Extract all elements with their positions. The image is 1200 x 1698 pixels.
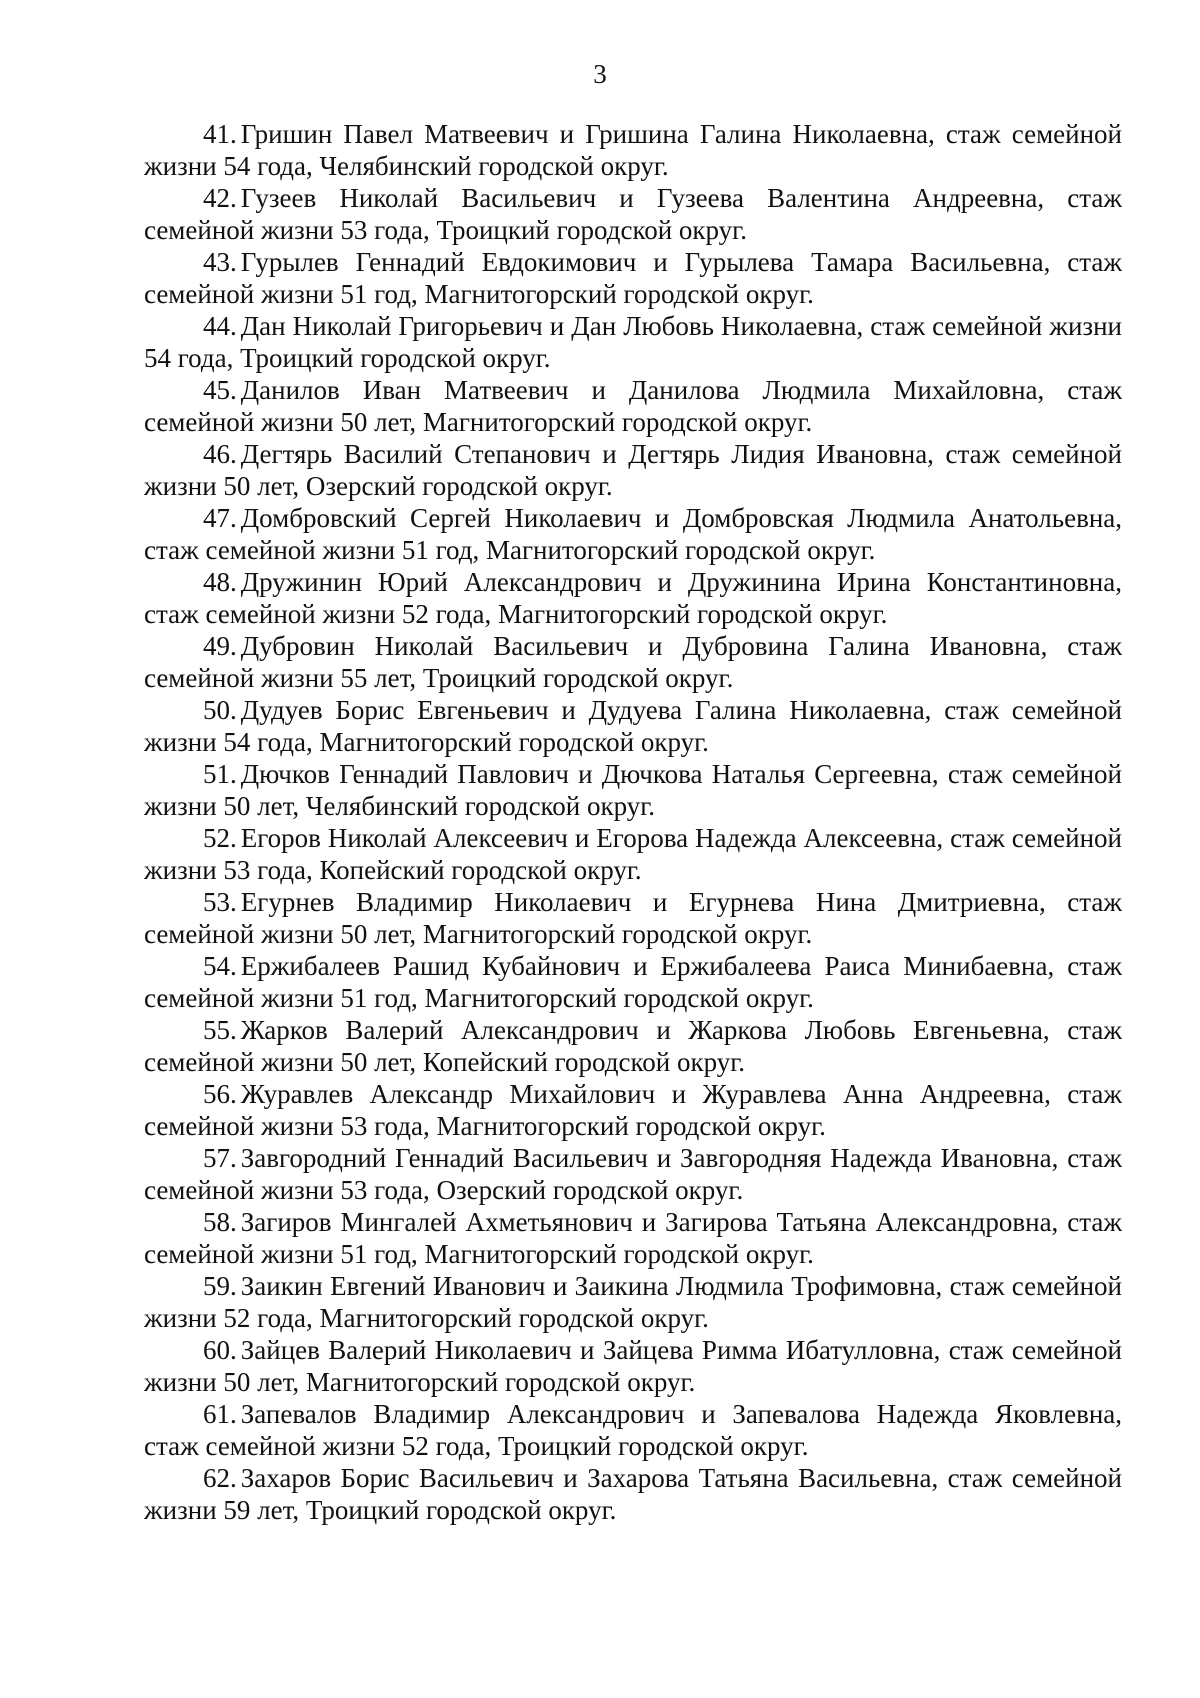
entry-number: 49. — [203, 631, 237, 661]
entry-number: 52. — [203, 823, 237, 853]
list-item — [144, 1270, 1122, 1334]
entry-number: 48. — [203, 567, 237, 597]
list-item — [144, 1078, 1122, 1142]
list-item — [144, 438, 1122, 502]
entry-number: 46. — [203, 439, 237, 469]
list-item — [144, 630, 1122, 694]
entry-text: Ержибалеев Рашид Кубайнович и Ержибалеева Раиса Минибаевна, стаж семейной жизни 51 год, Магнитогорский городской округ. — [144, 951, 1122, 1013]
entry-text: Дючков Геннадий Павлович и Дючкова Наталья Сергеевна, стаж семейной жизни 50 лет, Челябинский городской округ. — [144, 759, 1122, 821]
entry-number: 54. — [203, 951, 237, 981]
page-number: 3 — [593, 59, 607, 89]
entry-number: 51. — [203, 759, 237, 789]
entry-number: 56. — [203, 1079, 237, 1109]
entry-text: Жарков Валерий Александрович и Жаркова Любовь Евгеньевна, стаж семейной жизни 50 лет, Копейский городской округ. — [144, 1015, 1122, 1077]
list-item — [144, 1142, 1122, 1206]
entry-text: Егурнев Владимир Николаевич и Егурнева Нина Дмитриевна, стаж семейной жизни 50 лет, Магнитогорский городской округ. — [144, 887, 1122, 949]
entry-text: Захаров Борис Васильевич и Захарова Татьяна Васильевна, стаж семейной жизни 59 лет, Троицкий городской округ. — [144, 1463, 1122, 1525]
entry-number: 58. — [203, 1207, 237, 1237]
entry-text: Дубровин Николай Васильевич и Дубровина Галина Ивановна, стаж семейной жизни 55 лет, Троицкий городской округ. — [144, 631, 1122, 693]
list-item — [144, 118, 1122, 182]
entry-text: Гришин Павел Матвеевич и Гришина Галина Николаевна, стаж семейной жизни 54 года, Челябинский городской округ. — [144, 119, 1122, 181]
entry-number: 47. — [203, 503, 237, 533]
entry-number: 45. — [203, 375, 237, 405]
entry-text: Дегтярь Василий Степанович и Дегтярь Лидия Ивановна, стаж семейной жизни 50 лет, Озерский городской округ. — [144, 439, 1122, 501]
list-item — [144, 502, 1122, 566]
entry-number: 53. — [203, 887, 237, 917]
list-item — [144, 182, 1122, 246]
list-item — [144, 694, 1122, 758]
list-item — [144, 374, 1122, 438]
entry-text: Запевалов Владимир Александрович и Запевалова Надежда Яковлевна, стаж семейной жизни 52 года, Троицкий городской округ. — [144, 1399, 1122, 1461]
list-item — [144, 822, 1122, 886]
entry-number: 62. — [203, 1463, 237, 1493]
entry-number: 57. — [203, 1143, 237, 1173]
list-item — [144, 246, 1122, 310]
entry-number: 59. — [203, 1271, 237, 1301]
entry-text: Дан Николай Григорьевич и Дан Любовь Николаевна, стаж семейной жизни 54 года, Троицкий городской округ. — [144, 311, 1122, 373]
list-item — [144, 566, 1122, 630]
entry-text: Данилов Иван Матвеевич и Данилова Людмила Михайловна, стаж семейной жизни 50 лет, Магнитогорский городской округ. — [144, 375, 1122, 437]
list-item — [144, 1334, 1122, 1398]
entry-text: Гузеев Николай Васильевич и Гузеева Валентина Андреевна, стаж семейной жизни 53 года, Троицкий городской округ. — [144, 183, 1122, 245]
entry-text: Домбровский Сергей Николаевич и Домбровская Людмила Анатольевна, стаж семейной жизни 51 год, Магнитогорский городской округ. — [144, 503, 1122, 565]
entry-text: Загиров Мингалей Ахметьянович и Загирова Татьяна Александровна, стаж семейной жизни 51 год, Магнитогорский городской округ. — [144, 1207, 1122, 1269]
entry-number: 42. — [203, 183, 237, 213]
entry-number: 55. — [203, 1015, 237, 1045]
list-item — [144, 310, 1122, 374]
entry-text: Зайцев Валерий Николаевич и Зайцева Римма Ибатулловна, стаж семейной жизни 50 лет, Магнитогорский городской округ. — [144, 1335, 1122, 1397]
list-item — [144, 1462, 1122, 1526]
entry-text: Дружинин Юрий Александрович и Дружинина Ирина Константиновна, стаж семейной жизни 52 года, Магнитогорский городской округ. — [144, 567, 1122, 629]
entry-number: 60. — [203, 1335, 237, 1365]
entry-text: Гурылев Геннадий Евдокимович и Гурылева Тамара Васильевна, стаж семейной жизни 51 год, Магнитогорский городской округ. — [144, 247, 1122, 309]
entry-number: 44. — [203, 311, 237, 341]
entry-list — [144, 118, 1122, 1526]
entry-text: Егоров Николай Алексеевич и Егорова Надежда Алексеевна, стаж семейной жизни 53 года, Копейский городской округ. — [144, 823, 1122, 885]
entry-text: Завгородний Геннадий Васильевич и Завгородняя Надежда Ивановна, стаж семейной жизни 53 года, Озерский городской округ. — [144, 1143, 1122, 1205]
list-item — [144, 1398, 1122, 1462]
list-item — [144, 758, 1122, 822]
entry-number: 41. — [203, 119, 237, 149]
list-item — [144, 1206, 1122, 1270]
entry-number: 61. — [203, 1399, 237, 1429]
entry-text: Журавлев Александр Михайлович и Журавлева Анна Андреевна, стаж семейной жизни 53 года, Магнитогорский городской округ. — [144, 1079, 1122, 1141]
entry-number: 50. — [203, 695, 237, 725]
entry-text: Дудуев Борис Евгеньевич и Дудуева Галина Николаевна, стаж семейной жизни 54 года, Магнитогорский городской округ. — [144, 695, 1122, 757]
entry-text: Заикин Евгений Иванович и Заикина Людмила Трофимовна, стаж семейной жизни 52 года, Магнитогорский городской округ. — [144, 1271, 1122, 1333]
entry-number: 43. — [203, 247, 237, 277]
list-item — [144, 1014, 1122, 1078]
list-item — [144, 886, 1122, 950]
list-item — [144, 950, 1122, 1014]
